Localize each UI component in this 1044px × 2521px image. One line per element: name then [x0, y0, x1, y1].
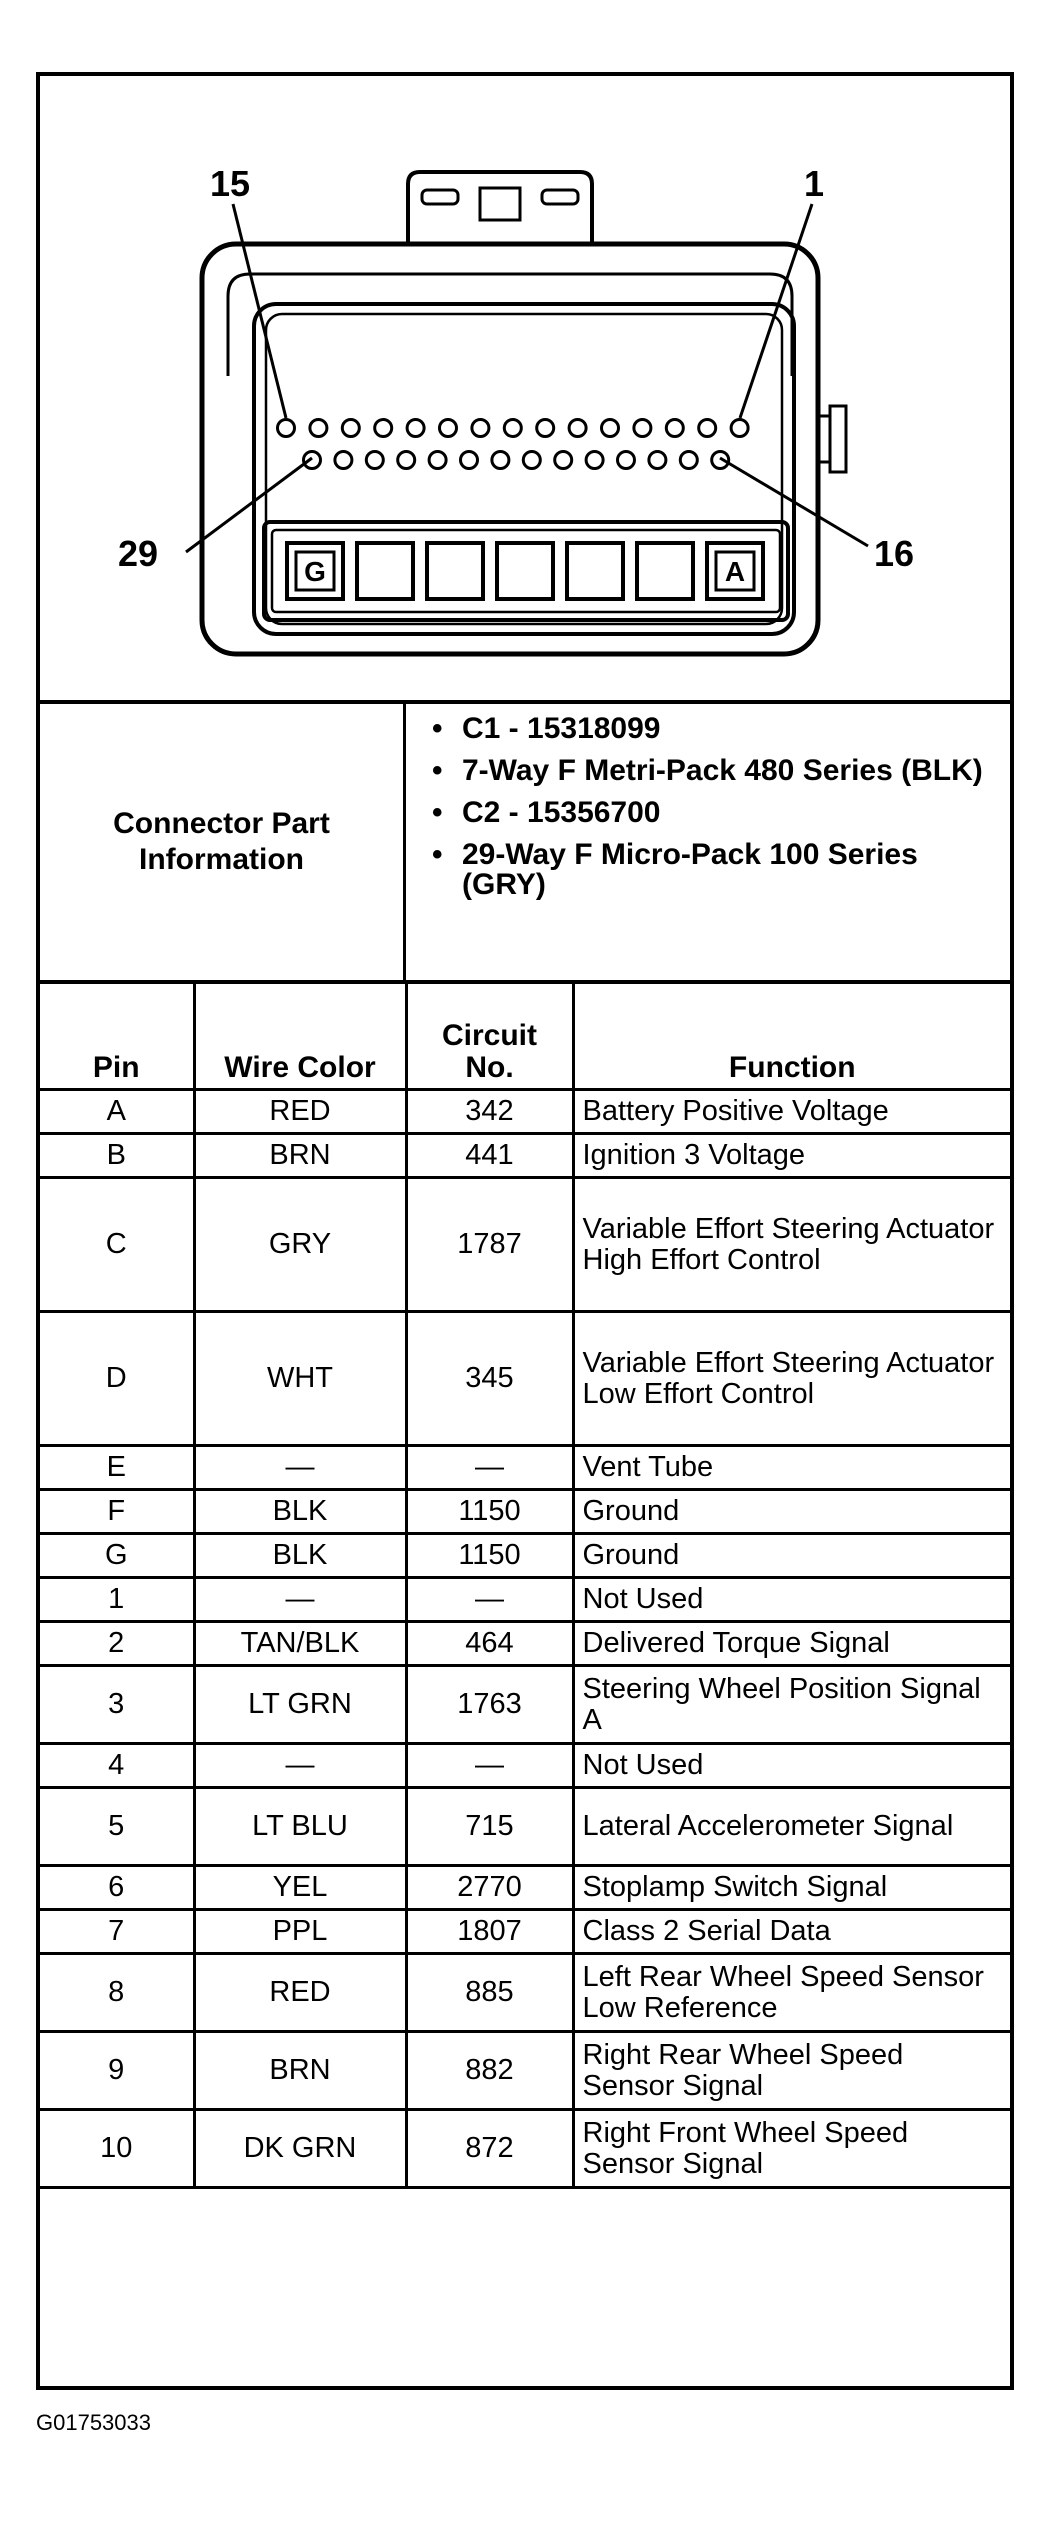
cell-pin: A	[40, 1090, 194, 1134]
cell-wire-color: LT BLU	[194, 1788, 406, 1866]
cell-function: Variable Effort Steering Actuator High Effort Control	[573, 1178, 1010, 1312]
latch-tab	[480, 188, 520, 220]
cavity-slot	[567, 543, 623, 599]
connector-part-item: • C1 - 15318099	[432, 714, 1002, 744]
pin-hole	[618, 452, 635, 469]
pin-label-15: 15	[210, 163, 251, 204]
pin-hole	[504, 420, 521, 437]
cell-function: Ignition 3 Voltage	[573, 1134, 1010, 1178]
pin-hole	[680, 452, 697, 469]
shell-inner-line	[228, 274, 792, 376]
connector-part-item: • 7-Way F Metri-Pack 480 Series (BLK)	[432, 756, 1002, 786]
large-cavities	[287, 543, 763, 599]
cell-circuit-no: 464	[406, 1622, 573, 1666]
cell-circuit-no: —	[406, 1578, 573, 1622]
pin-hole	[523, 452, 540, 469]
cell-pin: F	[40, 1490, 194, 1534]
connector-part-list	[432, 714, 1002, 912]
table-row	[40, 2032, 1010, 2110]
cell-wire-color: RED	[194, 1090, 406, 1134]
cell-wire-color: —	[194, 1446, 406, 1490]
cell-wire-color: RED	[194, 1954, 406, 2032]
cell-circuit-no: —	[406, 1744, 573, 1788]
pin-hole	[492, 452, 509, 469]
pin-hole	[440, 420, 457, 437]
pin-hole	[537, 420, 554, 437]
cell-circuit-no: 885	[406, 1954, 573, 2032]
cavity-label-g: G	[304, 556, 326, 587]
connector-face-drawing	[40, 76, 1010, 700]
cell-function: Class 2 Serial Data	[573, 1910, 1010, 1954]
cell-pin: C	[40, 1178, 194, 1312]
connector-part-info-label: Connector Part Information	[40, 704, 406, 980]
connector-latch	[408, 172, 592, 244]
connector-part-item: • C2 - 15356700	[432, 798, 1002, 828]
cell-wire-color: TAN/BLK	[194, 1622, 406, 1666]
pin-hole	[699, 420, 716, 437]
cell-function: Ground	[573, 1534, 1010, 1578]
table-row	[40, 2110, 1010, 2188]
cell-wire-color: —	[194, 1744, 406, 1788]
cell-pin: B	[40, 1134, 194, 1178]
table-row	[40, 1910, 1010, 1954]
cell-wire-color: PPL	[194, 1910, 406, 1954]
cell-function: Battery Positive Voltage	[573, 1090, 1010, 1134]
cell-pin: 5	[40, 1788, 194, 1866]
connector-sheet	[36, 72, 1014, 2390]
cell-function: Not Used	[573, 1578, 1010, 1622]
cell-function: Stoplamp Switch Signal	[573, 1866, 1010, 1910]
cavity-label-a: A	[724, 556, 746, 587]
cell-circuit-no: 1807	[406, 1910, 573, 1954]
cell-circuit-no: 345	[406, 1312, 573, 1446]
table-row	[40, 1090, 1010, 1134]
cell-pin: 7	[40, 1910, 194, 1954]
table-row	[40, 1312, 1010, 1446]
cell-pin: 2	[40, 1622, 194, 1666]
cell-wire-color: BLK	[194, 1490, 406, 1534]
cell-pin: D	[40, 1312, 194, 1446]
header-function: Function	[573, 984, 1010, 1090]
pin-hole	[649, 452, 666, 469]
cell-circuit-no: 1763	[406, 1666, 573, 1744]
pin-hole	[555, 452, 572, 469]
pinout-rows	[40, 1090, 1010, 2188]
table-row	[40, 1666, 1010, 1744]
cell-wire-color: BRN	[194, 2032, 406, 2110]
cell-pin: 6	[40, 1866, 194, 1910]
cell-wire-color: BLK	[194, 1534, 406, 1578]
cavity-slot	[427, 543, 483, 599]
cell-function: Right Front Wheel Speed Sensor Signal	[573, 2110, 1010, 2188]
cell-pin: 10	[40, 2110, 194, 2188]
cell-pin: 1	[40, 1578, 194, 1622]
pin-hole	[666, 420, 683, 437]
table-row	[40, 1490, 1010, 1534]
pin-hole	[304, 452, 321, 469]
leader-pin-1	[740, 204, 812, 418]
pin-hole	[586, 452, 603, 469]
table-row	[40, 1866, 1010, 1910]
pin-hole	[461, 452, 478, 469]
pin-holes	[278, 420, 749, 469]
header-pin: Pin	[40, 984, 194, 1090]
pin-hole	[429, 452, 446, 469]
cell-circuit-no: 882	[406, 2032, 573, 2110]
pin-hole	[634, 420, 651, 437]
cell-function: Variable Effort Steering Actuator Low Effort Control	[573, 1312, 1010, 1446]
cell-pin: 9	[40, 2032, 194, 2110]
pin-hole	[310, 420, 327, 437]
pin-hole	[342, 420, 359, 437]
cavity-slot	[497, 543, 553, 599]
cell-pin: 8	[40, 1954, 194, 2032]
header-circuit-no: Circuit No.	[406, 984, 573, 1090]
cell-function: Not Used	[573, 1744, 1010, 1788]
pin-hole	[407, 420, 424, 437]
cell-wire-color: LT GRN	[194, 1666, 406, 1744]
cavity-slot	[637, 543, 693, 599]
pinout-table	[40, 984, 1010, 2189]
cell-wire-color: WHT	[194, 1312, 406, 1446]
table-row	[40, 1744, 1010, 1788]
table-row	[40, 1578, 1010, 1622]
connector-part-information	[40, 704, 1010, 984]
cell-wire-color: —	[194, 1578, 406, 1622]
pin-hole	[335, 452, 352, 469]
pin-hole	[602, 420, 619, 437]
connector-diagram	[40, 76, 1010, 704]
header-wire-color: Wire Color	[194, 984, 406, 1090]
cell-circuit-no: 872	[406, 2110, 573, 2188]
cell-function: Left Rear Wheel Speed Sensor Low Reference	[573, 1954, 1010, 2032]
cell-circuit-no: 2770	[406, 1866, 573, 1910]
pin-label-16: 16	[874, 533, 915, 574]
cavity-slot	[357, 543, 413, 599]
cell-circuit-no: 342	[406, 1090, 573, 1134]
table-row	[40, 1954, 1010, 2032]
cell-function: Delivered Torque Signal	[573, 1622, 1010, 1666]
table-row	[40, 1134, 1010, 1178]
pin-label-29: 29	[118, 533, 159, 574]
pin-label-1: 1	[804, 163, 825, 204]
cell-wire-color: GRY	[194, 1178, 406, 1312]
cell-pin: E	[40, 1446, 194, 1490]
table-row	[40, 1534, 1010, 1578]
table-row	[40, 1788, 1010, 1866]
cell-wire-color: DK GRN	[194, 2110, 406, 2188]
cell-pin: 3	[40, 1666, 194, 1744]
cell-circuit-no: 1787	[406, 1178, 573, 1312]
table-header-row	[40, 984, 1010, 1090]
cell-pin: 4	[40, 1744, 194, 1788]
pin-hole	[472, 420, 489, 437]
cell-function: Right Rear Wheel Speed Sensor Signal	[573, 2032, 1010, 2110]
cell-circuit-no: 441	[406, 1134, 573, 1178]
cell-circuit-no: —	[406, 1446, 573, 1490]
cell-function: Vent Tube	[573, 1446, 1010, 1490]
pin-hole	[731, 420, 748, 437]
figure-id: G01753033	[36, 2410, 151, 2435]
side-nub-head	[830, 406, 846, 472]
table-row	[40, 1446, 1010, 1490]
cell-circuit-no: 715	[406, 1788, 573, 1866]
leader-pin-15	[233, 204, 286, 418]
pin-hole	[569, 420, 586, 437]
latch-slot-left	[422, 190, 458, 204]
cell-wire-color: YEL	[194, 1866, 406, 1910]
table-row	[40, 1622, 1010, 1666]
leader-pin-29	[186, 458, 312, 552]
cell-function: Steering Wheel Position Signal A	[573, 1666, 1010, 1744]
table-row	[40, 1178, 1010, 1312]
cell-function: Lateral Accelerometer Signal	[573, 1788, 1010, 1866]
pin-hole	[366, 452, 383, 469]
connector-part-item: • 29-Way F Micro-Pack 100 Series (GRY)	[432, 840, 1002, 900]
cell-circuit-no: 1150	[406, 1534, 573, 1578]
latch-slot-right	[542, 190, 578, 204]
cell-circuit-no: 1150	[406, 1490, 573, 1534]
cell-function: Ground	[573, 1490, 1010, 1534]
pin-hole	[278, 420, 295, 437]
pin-hole	[398, 452, 415, 469]
pin-hole	[375, 420, 392, 437]
cell-pin: G	[40, 1534, 194, 1578]
cell-wire-color: BRN	[194, 1134, 406, 1178]
